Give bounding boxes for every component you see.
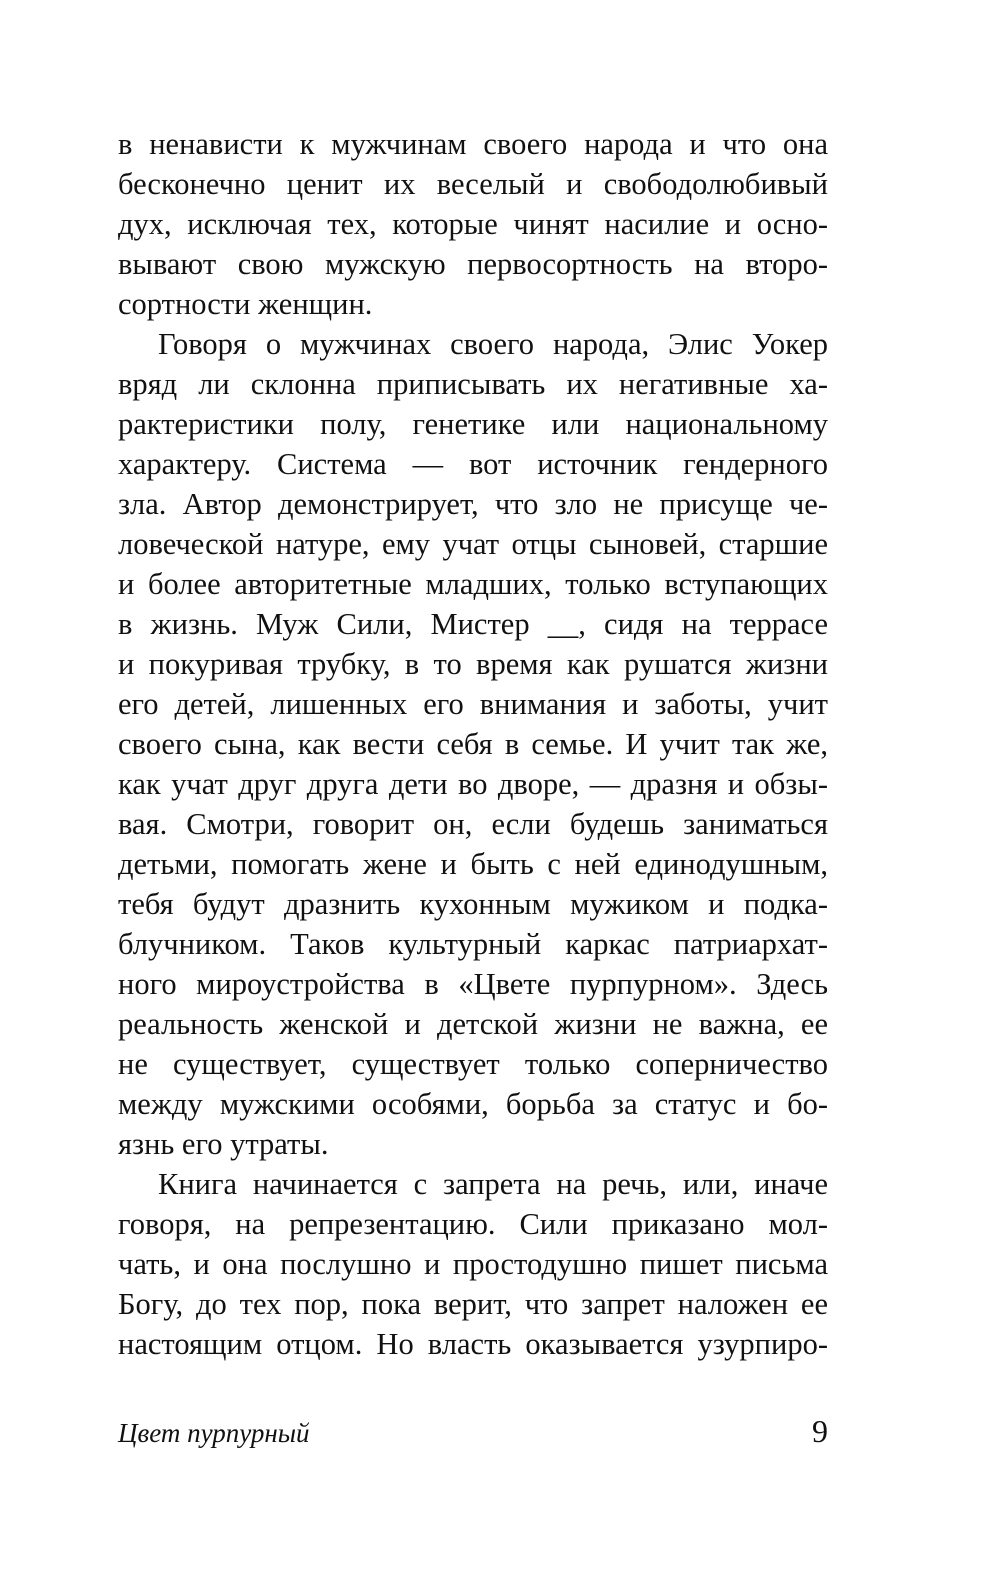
paragraph-2-line-13: вая. Смотри, говорит он, если будешь заниматься — [118, 807, 828, 841]
page-number: 9 — [812, 1413, 828, 1449]
paragraph-2-line-16: блучником. Таков культурный каркас патриархат- — [118, 927, 828, 961]
paragraph-2-line-2: вряд ли склонна приписывать их негативные ха- — [118, 367, 828, 401]
paragraph-2-line-4: характеру. Система — вот источник гендерного — [118, 447, 828, 481]
paragraph-2-line-10: его детей, лишенных его внимания и заботы, учит — [118, 687, 828, 721]
paragraph-2-line-17: ного мироустройства в «Цвете пурпурном». Здесь — [118, 967, 828, 1001]
paragraph-2-line-1: Говоря о мужчинах своего народа, Элис Уокер — [158, 327, 828, 361]
paragraph-2-line-21: язнь его утраты. — [118, 1127, 329, 1161]
paragraph-2-line-14: детьми, помогать жене и быть с ней единодушным, — [118, 847, 828, 881]
paragraph-2-line-5: зла. Автор демонстрирует, что зло не присуще че- — [118, 487, 828, 521]
paragraph-2-line-12: как учат друг друга дети во дворе, — дразня и обзы- — [118, 767, 828, 801]
paragraph-2-line-7: и более авторитетные младших, только вступающих — [118, 567, 828, 601]
paragraph-1-line-2: бесконечно ценит их веселый и свободолюбивый — [118, 167, 828, 201]
paragraph-2-line-8: в жизнь. Муж Сили, Мистер __, сидя на террасе — [118, 607, 828, 641]
paragraph-2-line-9: и покуривая трубку, в то время как рушатся жизни — [118, 647, 828, 681]
paragraph-3-line-5: настоящим отцом. Но власть оказывается узурпиро- — [118, 1327, 828, 1361]
paragraph-2-line-20: между мужскими особями, борьба за статус и бо- — [118, 1087, 828, 1121]
running-footer-title: Цвет пурпурный — [118, 1418, 310, 1448]
paragraph-1-line-5: сортности женщин. — [118, 287, 373, 321]
paragraph-2-line-11: своего сына, как вести себя в семье. И учит так же, — [118, 727, 828, 761]
paragraph-2-line-3: рактеристики полу, генетике или национальному — [118, 407, 828, 441]
paragraph-3-line-3: чать, и она послушно и простодушно пишет письма — [118, 1247, 828, 1281]
paragraph-2-line-6: ловеческой натуре, ему учат отцы сыновей, старшие — [118, 527, 828, 561]
paragraph-2-line-15: тебя будут дразнить кухонным мужиком и подка- — [118, 887, 828, 921]
paragraph-1-line-4: вывают свою мужскую первосортность на второ- — [118, 247, 828, 281]
paragraph-1-line-1: в ненависти к мужчинам своего народа и что она — [118, 127, 828, 161]
paragraph-1-line-3: дух, исключая тех, которые чинят насилие и осно- — [118, 207, 828, 241]
paragraph-2-line-18: реальность женской и детской жизни не важна, ее — [118, 1007, 828, 1041]
paragraph-3-line-1: Книга начинается с запрета на речь, или, иначе — [158, 1167, 828, 1201]
body-text — [118, 124, 828, 1364]
paragraph-3-line-4: Богу, до тех пор, пока верит, что запрет наложен ее — [118, 1287, 828, 1321]
paragraph-2-line-19: не существует, существует только соперничество — [118, 1047, 828, 1081]
paragraph-3-line-2: говоря, на репрезентацию. Сили приказано мол- — [118, 1207, 828, 1241]
